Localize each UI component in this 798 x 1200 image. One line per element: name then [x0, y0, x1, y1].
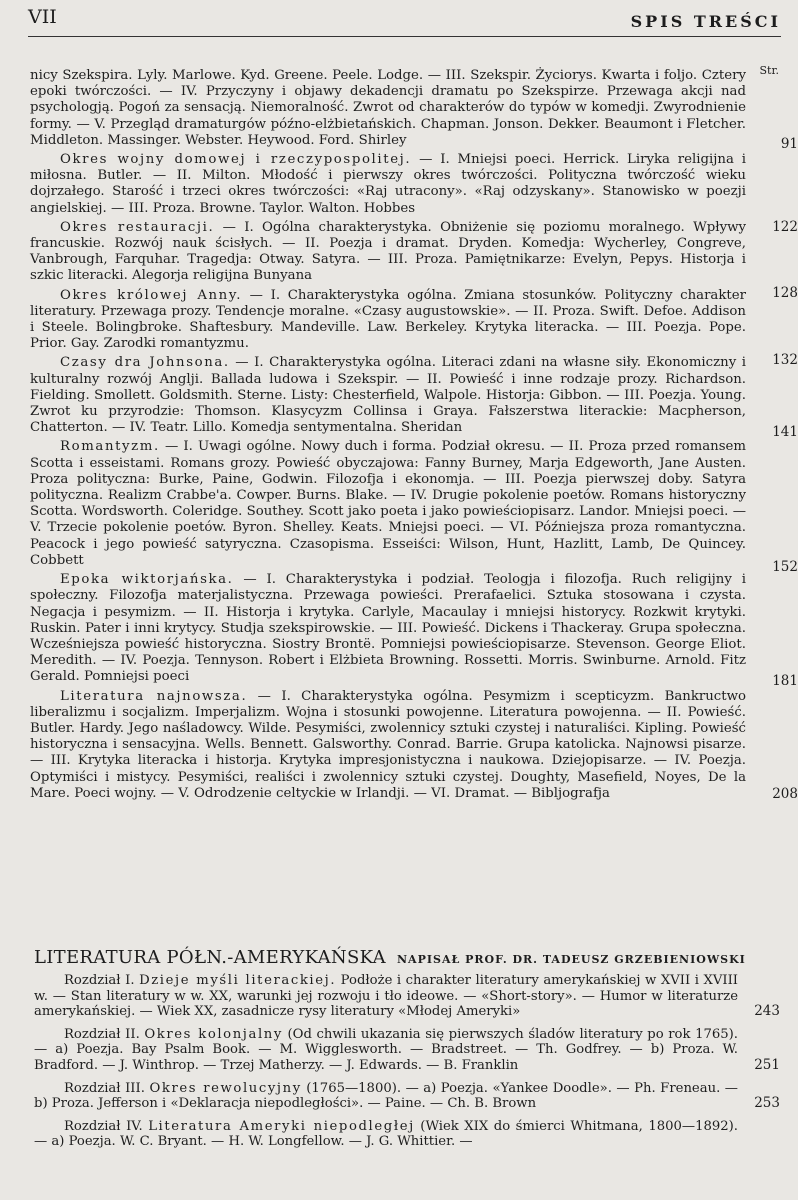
header-rule	[28, 36, 781, 37]
toc-page-number: 128	[772, 284, 798, 301]
chapter-entry: Rozdział I. Dzieje myśli literackiej. Podłoże i charakter literatury amerykańskiej w XVII i XVIII w. — Stan literatury w w. XX, warunki jej rozwoju i tło ideowe. — «Short-story». — Humor w literaturze amerykańskiej. — Wiek XX, zasadnicze rysy literatury «Młodej Ameryki» 243	[34, 973, 780, 1020]
chapter-entry: Rozdział II. Okres kolonjalny (Od chwili ukazania się pierwszych śladów literatury po rok 1765). — a) Poezja. Bay Psalm Book. — M. Wigglesworth. — Bradstreet. — Th. Godfrey. — b) Proza. W. Bradford. — J. Winthrop. — Trzej Matherzy. — J. Edwards. — B. Franklin 251	[34, 1026, 780, 1073]
toc-entry: nicy Szekspira. Lyly. Marlowe. Kyd. Greene. Peele. Lodge. — III. Szekspir. Życiorys. Kwarta i foljo. Cztery epoki twórczości. — IV. Przyczyny i objawy dekadencji dramatu po Szekspirze. Przewaga akcji nad psychologją. Pogoń za sensacją. Niemoralność. Zwrot od charakterów do typów w komedji. Zwyrodnienie formy. — V. Przegląd dramaturgów późno-elżbietańskich. Chapman. Jonson. Dekker. Beaumont i Fletcher. Middleton. Massinger. Webster. Heywood. Ford. Shirley	[30, 68, 746, 148]
page-number: VII	[28, 6, 57, 28]
toc-entry: Okres wojny domowej i rzeczypospolitej. — I. Mniejsi poeci. Herrick. Liryka religijna i miłosna. Butler. — II. Milton. Młodość i pierwszy okres twórczości. Polityczna twórczość wieku dojrzałego. Starość i trzeci okres twórczości: «Raj utracony». «Raj odzyskany». Stanowisko w poezji angielskiej. — III. Proza. Browne. Taylor. Walton. Hobbes 91	[30, 136, 798, 216]
running-header	[28, 6, 781, 34]
toc-entry: Okres królowej Anny. — I. Charakterystyka ogólna. Zmiana stosunków. Polityczny charakter literatury. Przewaga prozy. Tendencje moralne. «Czasy augustowskie». — II. Proza. Swift. Defoe. Addison i Steele. Bolingbroke. Shaftesbury. Mandeville. Law. Berkeley. Krytyka literacka. — III. Poezja. Pope. Prior. Gay. Zarodki romantyzmu. 128	[30, 284, 798, 352]
toc-page-number: 208	[772, 785, 798, 802]
toc-entry: Czasy dra Johnsona. — I. Charakterystyka ogólna. Literaci zdani na własne siły. Ekonomiczny i kulturalny rozwój Anglji. Ballada ludowa i Szekspir. — II. Powieść i inne rodzaje prozy. Richardson. Fielding. Smollett. Goldsmith. Sterne. Listy: Chesterfield, Walpole. Historja: Gibbon. — III. Poezja. Young. Zwrot ku przyrodzie: Thomson. Klasycyzm Collinsa i Graya. Fałszerstwa literackie: Macpherson, Chatterton. — IV. Teatr. Lillo. Komedja sentymentalna. Sheridan 132	[30, 352, 798, 436]
toc-page-number: 141	[772, 424, 798, 441]
chapter-entry: Rozdział IV. Literatura Ameryki niepodległej (Wiek XIX do śmierci Whitmana, 1800—1892). — a) Poezja. W. C. Bryant. — H. W. Longfellow. — J. G. Whittier. —	[34, 1118, 738, 1150]
toc-page-number: 91	[780, 136, 798, 153]
page-column-heading: Str.	[759, 64, 779, 77]
section-heading	[34, 947, 768, 968]
chapter-entry: Rozdział III. Okres rewolucyjny (1765—1800). — a) Poezja. «Yankee Doodle». — Ph. Freneau. — b) Proza. Jefferson i «Deklaracja niepodległości». — Paine. — Ch. B. Brown 253	[34, 1080, 780, 1112]
toc-entry: Literatura najnowsza. — I. Charakterystyka ogólna. Pesymizm i scepticyzm. Bankructwo liberalizmu i socjalizm. Imperjalizm. Wojna i stosunki powojenne. Literatura powojenna. — II. Powieść. Butler. Hardy. Jego naśladowcy. Wilde. Pesymiści, zwolennicy sztuki czystej i naturaliści. Kipling. Powieść historyczna i sensacyjna. Wells. Bennett. Galsworthy. Conrad. Barrie. Grupa katolicka. Najnowsi pisarze. — III. Krytyka literacka i historja. Krytyka impresjonistyczna i naukowa. Dziejopisarze. — IV. Poezja. Optymiści i mistycy. Pesymiści, realiści i zwolennicy sztuki czystej. Doughty, Masefield, Noyes, De la Mare. Poeci wojny. — V. Odrodzenie celtyckie w Irlandji. — VI. Dramat. — Bibljografja 181 208	[30, 672, 798, 802]
chapter-page-number: 253	[754, 1095, 780, 1112]
toc-page-number: 181	[772, 672, 798, 689]
section-title: LITERATURA PÓŁN.-AMERYKAŃSKA	[34, 947, 386, 968]
toc-american	[34, 973, 780, 1157]
toc-entry: Romantyzm. — I. Uwagi ogólne. Nowy duch i forma. Podział okresu. — II. Proza przed romansem Scotta i esseistami. Romans grozy. Powieść obyczajowa: Fanny Burney, Marja Edgeworth, Jane Austen. Proza polityczna: Burke, Paine, Godwin. Filozofja i ekonomja. — III. Poezja pierwszej doby. Satyra polityczna. Realizm Crabbe'a. Cowper. Burns. Blake. — IV. Drugie pokolenie poetów. Romans historyczny Scotta. Wordsworth. Coleridge. Southey. Scott jako poeta i jako powieściopisarz. Landor. Mniejsi poeci. — V. Trzecie pokolenie poetów. Byron. Shelley. Keats. Mniejsi poeci. — VI. Późniejsza proza romantyczna. Peacock i jego powieść satyryczna. Czasopisma. Esseiści: Wilson, Hunt, Hazlitt, Lamb, De Quincey. Cobbett 141	[30, 424, 798, 568]
section-author: NAPISAŁ PROF. DR. TADEUSZ GRZEBIENIOWSKI	[397, 953, 746, 966]
toc-page-number: 152	[772, 559, 798, 576]
toc-entry: Okres restauracji. — I. Ogólna charakterystyka. Obniżenie się poziomu moralnego. Wpływy francuskie. Rozwój nauk ścisłych. — II. Poezja i dramat. Dryden. Komedja: Wycherley, Congreve, Vanbrough, Farquhar. Tragedja: Otway. Satyra. — III. Proza. Pamiętnikarze: Evelyn, Pepys. Historja i szkic literacki. Alegorja religijna Bunyana 122	[30, 218, 798, 284]
toc-page-number: 122	[772, 218, 798, 235]
toc-entry: Epoka wiktorjańska. — I. Charakterystyka i podział. Teologja i filozofja. Ruch religijny i społeczny. Filozofja materjalistyczna. Przewaga powieści. Prerafaelici. Sztuka stosowana i czysta. Negacja i pesymizm. — II. Historja i krytyka. Carlyle, Macaulay i mniejsi historycy. Rozkwit krytyki. Ruskin. Pater i inni krytycy. Studja szekspirowskie. — III. Powieść. Dickens i Thackeray. Grupa społeczna. Wcześniejsza powieść historyczna. Siostry Brontë. Pomniejsi powieściopisarze. Stevenson. George Eliot. Meredith. — IV. Poezja. Tennyson. Robert i Elżbieta Browning. Rossetti. Morris. Swinburne. Arnold. Fitz Gerald. Pomniejsi poeci 152	[30, 559, 798, 685]
chapter-page-number: 251	[754, 1056, 780, 1073]
toc-english	[30, 68, 798, 805]
toc-page-number: 132	[772, 352, 798, 369]
running-title: SPIS TREŚCI	[630, 12, 781, 31]
chapter-page-number: 243	[754, 1003, 780, 1020]
